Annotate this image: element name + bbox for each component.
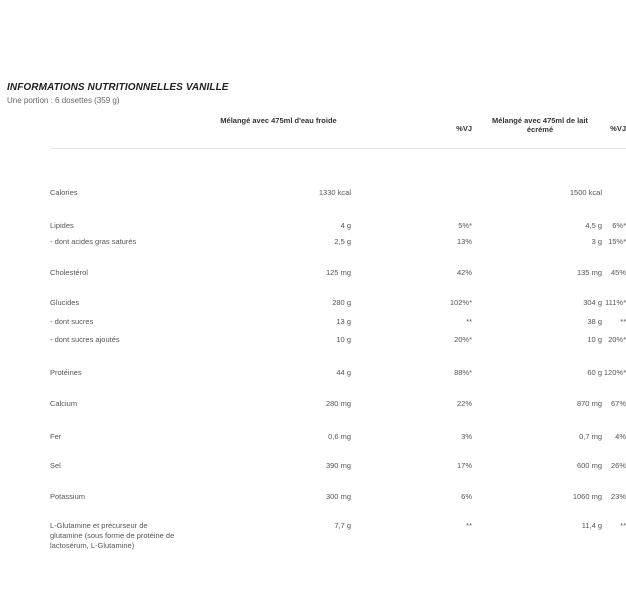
table-row — [50, 331, 626, 362]
vj-water: ** — [466, 521, 472, 530]
value-water: 7,7 g — [334, 521, 351, 530]
row-label: Fer — [50, 432, 62, 441]
row-label: Protéines — [50, 368, 82, 377]
value-milk: 11,4 g — [581, 521, 602, 530]
value-milk: 600 mg — [576, 461, 602, 470]
vj-milk: ** — [620, 521, 626, 530]
row-label: Lipides — [50, 221, 74, 230]
nutrition-table — [50, 116, 626, 567]
row-label: L-Glutamine et précurseur de glutamine (sous forme de protéine de lactosérum, L-Glutamine) — [50, 521, 175, 550]
table-body — [50, 180, 626, 567]
value-water: 280 mg — [325, 399, 351, 408]
value-milk: 870 mg — [576, 399, 602, 408]
value-water: 44 g — [336, 368, 351, 377]
header-water: Mélangé avec 475ml d'eau froide — [220, 116, 337, 125]
page-title: INFORMATIONS NUTRITIONNELLES VANILLE — [7, 82, 229, 93]
header-vj-milk: %VJ — [610, 124, 626, 133]
vj-water: 88%* — [454, 368, 472, 377]
header-milk: Mélangé avec 475ml de lait écrémé — [492, 116, 588, 134]
row-label: Cholestérol — [50, 268, 88, 277]
vj-milk: 120%* — [603, 368, 626, 377]
row-label: Potassium — [50, 492, 86, 501]
value-milk: 1060 mg — [572, 492, 602, 501]
table-row — [50, 312, 626, 331]
value-water: 280 g — [332, 298, 351, 307]
row-label: Sel — [50, 461, 61, 470]
table-row — [50, 455, 626, 486]
value-water: 13 g — [336, 317, 351, 326]
vj-milk: 111%* — [605, 298, 626, 307]
table-row — [50, 180, 626, 211]
vj-water: 3% — [461, 432, 472, 441]
value-water: 4 g — [340, 221, 351, 230]
vj-milk: 4% — [615, 432, 626, 441]
value-milk: 0,7 mg — [579, 432, 602, 441]
value-water: 1330 kcal — [318, 188, 351, 197]
value-water: 300 mg — [325, 492, 351, 501]
vj-water: 20%* — [454, 335, 472, 344]
row-label: Calories — [50, 188, 78, 197]
row-label: - dont sucres — [50, 317, 94, 326]
vj-water: ** — [466, 317, 472, 326]
table-header-row — [50, 116, 626, 148]
value-milk: 3 g — [591, 237, 602, 246]
value-water: 125 mg — [325, 268, 351, 277]
vj-water: 13% — [456, 237, 472, 246]
value-milk: 135 mg — [576, 268, 602, 277]
vj-milk: ** — [620, 317, 626, 326]
value-water: 390 mg — [325, 461, 351, 470]
table-row — [50, 362, 626, 393]
vj-milk: 20%* — [608, 335, 626, 344]
row-label: Glucides — [50, 298, 80, 307]
vj-water — [351, 180, 472, 211]
table-row — [50, 486, 626, 517]
vj-milk — [602, 180, 626, 211]
vj-milk: 6%* — [612, 221, 626, 230]
table-row — [50, 231, 626, 262]
table-row — [50, 517, 626, 567]
row-label: - dont sucres ajoutés — [50, 335, 120, 344]
row-label: - dont acides gras saturés — [50, 237, 137, 246]
table-row — [50, 211, 626, 231]
table-row — [50, 424, 626, 455]
row-label: Calcium — [50, 399, 78, 408]
vj-water: 17% — [456, 461, 472, 470]
header-vj-water: %VJ — [456, 124, 472, 133]
value-water: 0,6 mg — [328, 432, 351, 441]
vj-water: 5%* — [458, 221, 472, 230]
value-water: 2,5 g — [334, 237, 351, 246]
table-row — [50, 293, 626, 312]
vj-milk: 26% — [610, 461, 626, 470]
table-row — [50, 262, 626, 293]
header-divider — [50, 148, 626, 180]
vj-water: 102%* — [449, 298, 472, 307]
value-milk: 4,5 g — [585, 221, 602, 230]
value-milk: 1500 kcal — [569, 188, 602, 197]
header-blank — [50, 116, 200, 148]
value-milk: 304 g — [583, 298, 602, 307]
vj-milk: 23% — [610, 492, 626, 501]
value-milk: 10 g — [587, 335, 602, 344]
vj-water: 6% — [461, 492, 472, 501]
value-water: 10 g — [336, 335, 351, 344]
vj-water: 22% — [456, 399, 472, 408]
vj-milk: 15%* — [608, 237, 626, 246]
vj-milk: 45% — [610, 268, 626, 277]
serving-size: Une portion : 6 dosettes (359 g) — [7, 96, 120, 105]
table-row — [50, 393, 626, 424]
value-milk: 38 g — [587, 317, 602, 326]
vj-water: 42% — [456, 268, 472, 277]
vj-milk: 67% — [610, 399, 626, 408]
value-milk: 60 g — [587, 368, 602, 377]
